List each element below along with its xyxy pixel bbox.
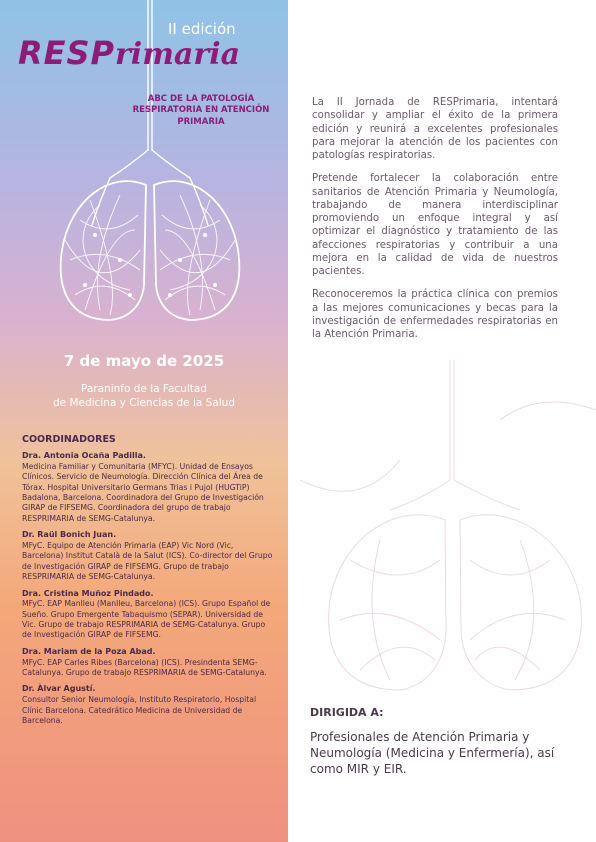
edition-label: II edición	[168, 20, 236, 38]
coordinator-entry	[22, 684, 277, 726]
coordinator-entry	[22, 451, 277, 524]
event-venue	[0, 383, 288, 410]
coordinator-entry	[22, 530, 277, 582]
audience-heading: DIRIGIDA A:	[310, 706, 384, 719]
logo-primaria: rimaria	[115, 37, 241, 72]
coordinator-description: MFyC. EAP Manlleu (Manlleu, Barcelona) (ICS). Grupo Español de Sueño. Grupo Emergente Tabaquismo (SEPAR). Universidad de Vic. Grupo de trabajo RESPRIMARIA de SEMG-Catalunya. Grupo de Investigación GIRAP de FIFSEMG.	[22, 599, 271, 640]
coordinator-name: Dra. Antonia Ocaña Padilla.	[22, 451, 146, 460]
intro-paragraph-1: La II Jornada de RESPrimaria, intentará consolidar y ampliar el éxito de la primera edición y reunirá a excelentes profesionales para mejorar la atención de los pacientes con patologías respiratorias.	[312, 97, 558, 161]
event-subtitle: ABC DE LA PATOLOGÍA RESPIRATORIA EN ATENCIÓN PRIMARIA	[132, 94, 270, 127]
intro-section	[312, 96, 558, 351]
intro-paragraph-2: Pretende fortalecer la colaboración entre sanitarios de Atención Primaria y Neumología, trabajando de manera interdisciplinar promoviendo un enfoque integral y así optimizar el diagnóstico y tratamiento de las afecciones respiratorias y contribuir a una mejora en la calidad de vida de nuestros pacientes.	[312, 173, 558, 277]
coordinators-heading: COORDINADORES	[22, 434, 116, 445]
coordinator-name: Dra. Mariam de la Poza Abad.	[22, 646, 156, 656]
event-date: 7 de mayo de 2025	[63, 352, 225, 370]
coordinator-name: Dra. Cristina Muñoz Pindado.	[22, 588, 154, 598]
coordinator-description: MFyC. EAP Carles Ribes (Barcelona) (ICS). Presindenta SEMG-Catalunya. Grupo de trabajo RESPRIMARIA de SEMG-Catalunya.	[22, 657, 267, 678]
resprimaria-logo	[18, 34, 240, 72]
venue-line-2: de Medicina y Ciencias de la Salud	[52, 396, 236, 409]
coordinator-description: MFyC. Equipo de Atención Primaria (EAP) Vic Nord (Vic, Barcelona) Institut Català de la Salut (ICS). Co-director del Grupo de Investigación GIRAP de FIFSEMG. Grupo de trabajo RESPRIMARIA de SEMG-Catalunya.	[22, 540, 273, 582]
audience-text: Profesionales de Atención Primaria y Neumología (Medicina y Enfermería), así como MIR y EIR.	[310, 730, 555, 777]
venue-line-1: Paraninfo de la Facultad	[81, 383, 207, 395]
intro-paragraph-3: Reconoceremos la práctica clínica con premios a las mejores comunicaciones y becas para la investigación de enfermedades respiratorias en la Atención Primaria.	[312, 289, 558, 340]
coordinator-name: Dr. Àlvar Agustí.	[22, 684, 96, 694]
coordinator-description: Consultor Senior Neumología, Instituto Respiratorio, Hospital Clínic Barcelona. Catedrático Medicina de Universidad de Barcelona.	[22, 695, 257, 726]
coordinator-name: Dr. Raül Bonich Juan.	[22, 530, 117, 540]
left-panel	[0, 0, 288, 842]
logo-resp: RESP	[18, 34, 115, 72]
coordinator-entry	[22, 589, 277, 641]
coordinators-section	[22, 434, 277, 732]
coordinator-description: Medicina Familiar y Comunitaria (MFYC). Unidad de Ensayos Clínicos. Servicio de Neumología. Dirección Clínica del Área de Tórax. Hospital Universitario Germans Trias i Pujol (HUGTiP) Badalona, Barcelona. Coordinadora del Grupo de Investigación GIRAP de FIFSEMG. Coordinadora del grupo de trabajo RESPRIMARIA de SEMG-Catalunya.	[22, 461, 264, 523]
coordinator-entry	[22, 647, 277, 679]
audience-section	[310, 706, 580, 778]
